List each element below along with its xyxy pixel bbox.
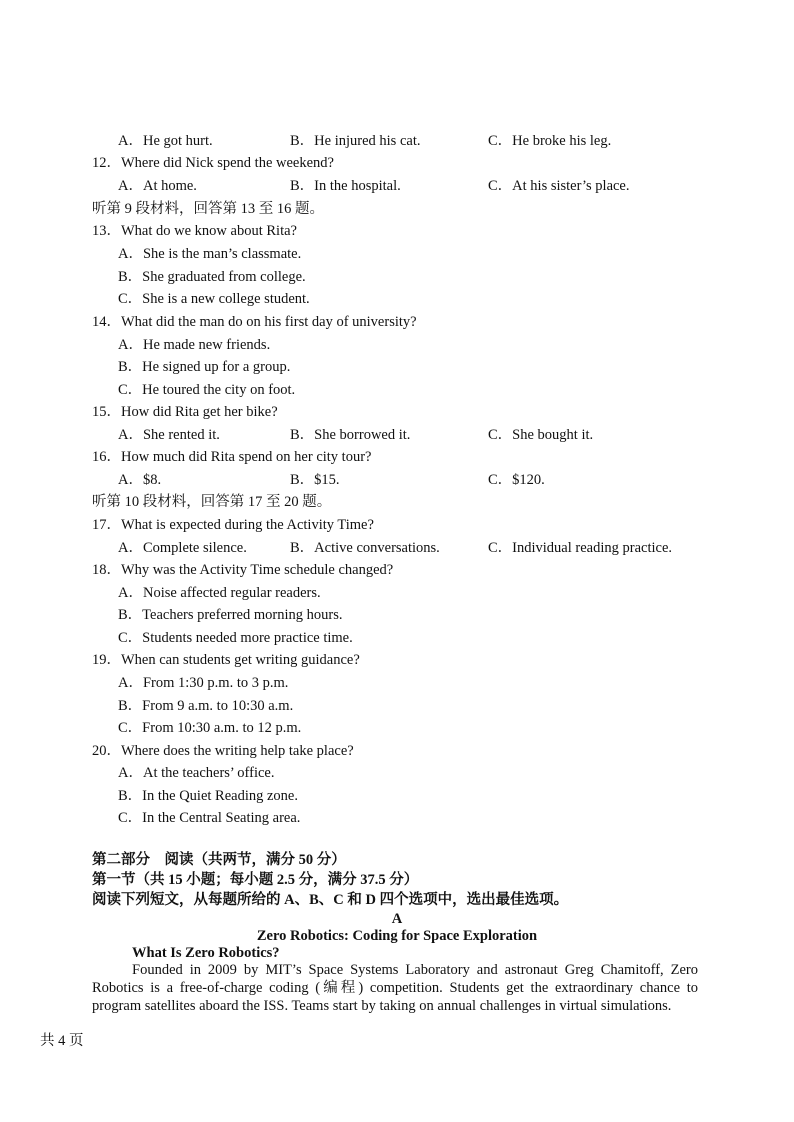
passage-title: Zero Robotics: Coding for Space Exploration <box>256 928 538 944</box>
q16-option-a: A．$8. <box>118 472 162 488</box>
q15-question: 15．How did Rita get her bike? <box>92 404 278 420</box>
reading-instruction: 阅读下列短文，从每题所给的 A、B、C 和 D 四个选项中，选出最佳选项。 <box>92 892 569 908</box>
q18-option-c: C．Students needed more practice time. <box>118 630 353 646</box>
q17-option-c: C．Individual reading practice. <box>488 540 673 556</box>
q19-option-b: B．From 9 a.m. to 10:30 a.m. <box>118 698 294 714</box>
q16-question: 16．How much did Rita spend on her city tour? <box>92 449 372 465</box>
q19-question: 19．When can students get writing guidance? <box>92 652 360 668</box>
page-footer: 共 4 页 <box>40 1033 84 1049</box>
section-10-instruction: 听第 10 段材料，回答第 17 至 20 题。 <box>92 494 332 510</box>
section-9-instruction: 听第 9 段材料，回答第 13 至 16 题。 <box>92 201 324 217</box>
part-2-heading: 第二部分 阅读（共两节，满分 50 分） <box>92 852 346 868</box>
q11-option-b: B．He injured his cat. <box>290 133 421 149</box>
q11-option-c: C．He broke his leg. <box>488 133 612 149</box>
q20-option-c: C．In the Central Seating area. <box>118 810 301 826</box>
q18-option-a: A．Noise affected regular readers. <box>118 585 321 601</box>
q19-option-a: A．From 1:30 p.m. to 3 p.m. <box>118 675 289 691</box>
q11-option-a: A．He got hurt. <box>118 133 213 149</box>
q20-question: 20．Where does the writing help take place? <box>92 743 354 759</box>
q15-option-b: B．She borrowed it. <box>290 427 411 443</box>
q18-option-b: B．Teachers preferred morning hours. <box>118 607 343 623</box>
q12-option-c: C．At his sister’s place. <box>488 178 630 194</box>
q14-question: 14．What did the man do on his first day of university? <box>92 314 417 330</box>
q12-question: 12．Where did Nick spend the weekend? <box>92 155 334 171</box>
q13-option-b: B．She graduated from college. <box>118 269 306 285</box>
q20-option-a: A．At the teachers’ office. <box>118 765 275 781</box>
passage-subtitle: What Is Zero Robotics? <box>132 945 280 961</box>
q14-option-c: C．He toured the city on foot. <box>118 382 296 398</box>
q19-option-c: C．From 10:30 a.m. to 12 p.m. <box>118 720 302 736</box>
q16-option-b: B．$15. <box>290 472 340 488</box>
q17-question: 17．What is expected during the Activity Time? <box>92 517 374 533</box>
q13-option-a: A．She is the man’s classmate. <box>118 246 302 262</box>
q13-question: 13．What do we know about Rita? <box>92 223 297 239</box>
q17-option-b: B．Active conversations. <box>290 540 440 556</box>
q12-option-a: A．At home. <box>118 178 197 194</box>
passage-paragraph: Founded in 2009 by MIT’s Space Systems Laboratory and astronaut Greg Chamitoff, Zero Robotics is a free-of-charge coding (编程) competition. Students get the extraordinary chance to program satellites aboard the ISS. Teams start by taking on annual challenges in virtual simulations. <box>92 962 698 1014</box>
q15-option-c: C．She bought it. <box>488 427 594 443</box>
q13-option-c: C．She is a new college student. <box>118 291 310 307</box>
q20-option-b: B．In the Quiet Reading zone. <box>118 788 298 804</box>
passage-letter: A <box>391 911 403 927</box>
q14-option-b: B．He signed up for a group. <box>118 359 291 375</box>
q15-option-a: A．She rented it. <box>118 427 220 443</box>
q14-option-a: A．He made new friends. <box>118 337 271 353</box>
q16-option-c: C．$120. <box>488 472 545 488</box>
q17-option-a: A．Complete silence. <box>118 540 247 556</box>
section-1-heading: 第一节（共 15 小题；每小题 2.5 分，满分 37.5 分） <box>92 872 419 888</box>
q12-option-b: B．In the hospital. <box>290 178 401 194</box>
q18-question: 18．Why was the Activity Time schedule changed? <box>92 562 394 578</box>
